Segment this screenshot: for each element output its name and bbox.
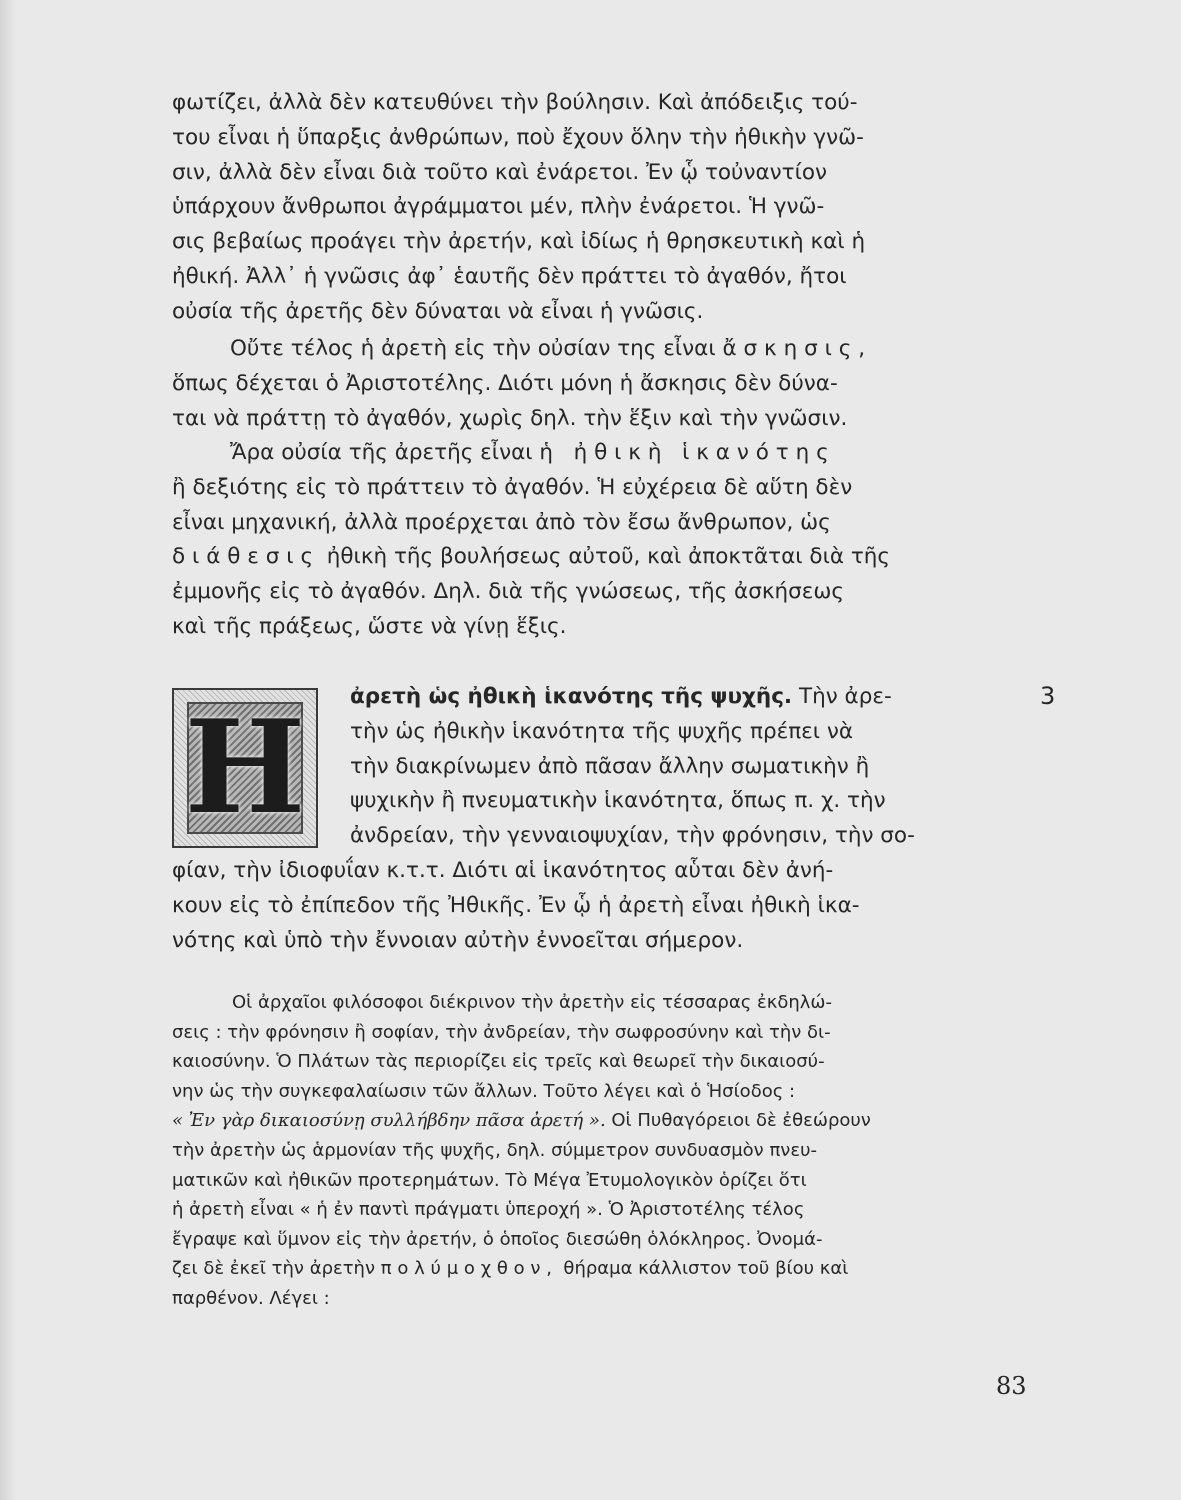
text-line: κουν εἰς τὸ ἐπίπεδον τῆς Ἠθικῆς. Ἐν ᾧ ἡ ἀρετὴ εἶναι ἠθικὴ ἱκα- bbox=[172, 892, 860, 918]
footnote-line: Οἱ ἀρχαῖοι φιλόσοφοι διέκρινον τὴν ἀρετὴν εἰς τέσσαρας ἐκδηλώ- bbox=[232, 992, 832, 1013]
text-line: σις βεβαίως προάγει τὴν ἀρετήν, καὶ ἰδίως ἡ θρησκευτικὴ καὶ ἡ bbox=[172, 229, 866, 255]
text-line bbox=[172, 436, 1024, 471]
text-line: εἶναι μηχανική, ἀλλὰ προέρχεται ἀπὸ τὸν ἔσω ἄνθρωπον, ὡς bbox=[172, 509, 831, 535]
footnote-line: νην ὡς τὴν συγκεφαλαίωσιν τῶν ἄλλων. Τοῦτο λέγει καὶ ὁ Ἡσίοδος : bbox=[172, 1080, 796, 1102]
text-line: ἀνδρείαν, τὴν γενναιοψυχίαν, τὴν φρόνησιν, τὴν σο- bbox=[350, 823, 915, 849]
section-text bbox=[172, 680, 1024, 958]
text-line: οὐσία τῆς ἀρετῆς δὲν δύναται νὰ εἶναι ἡ γνῶσις. bbox=[172, 298, 704, 324]
footnote-line: καιοσύνην. Ὁ Πλάτων τὰς περιορίζει εἰς τρεῖς καὶ θεωρεῖ τὴν δικαιοσύ- bbox=[172, 1051, 825, 1073]
footnote-line bbox=[172, 1254, 1024, 1284]
text-run: Τὴν ἀρε- bbox=[792, 684, 892, 709]
text-line: φίαν, τὴν ἰδιοφυΐαν κ.τ.τ. Διότι αἱ ἱκανότητος αὗται δὲν ἀνή- bbox=[172, 857, 834, 883]
text-line: ἠθική. Ἀλλ᾽ ἡ γνῶσις ἀφ᾽ ἑαυτῆς δὲν πράττει τὸ ἀγαθόν, ἤτοι bbox=[172, 263, 847, 289]
text-line: ἐμμονῆς εἰς τὸ ἀγαθόν. Δηλ. διὰ τῆς γνώσεως, τῆς ἀσκήσεως bbox=[172, 579, 845, 605]
text-line: ται νὰ πράττῃ τὸ ἀγαθόν, χωρὶς δηλ. τὴν ἕξιν καὶ τὴν γνῶσιν. bbox=[172, 405, 848, 431]
text-line: ὑπάρχουν ἄνθρωποι ἀγράμματοι μέν, πλὴν ἐνάρετοι. Ἡ γνῶ- bbox=[172, 194, 825, 220]
paragraph-1 bbox=[172, 86, 1024, 330]
page-binding-shadow bbox=[0, 0, 16, 1500]
text-line bbox=[172, 540, 1024, 575]
hesiod-quote: « Ἐν γὰρ δικαιοσύνῃ συλλήβδην πᾶσα ἀρετή ». bbox=[172, 1110, 606, 1132]
footnote-line bbox=[172, 1106, 1024, 1136]
footnote-line: σεις : τὴν φρόνησιν ἢ σοφίαν, τὴν ἀνδρείαν, τὴν σωφροσύνην καὶ τὴν δι- bbox=[172, 1021, 831, 1043]
text-line: νότης καὶ ὑπὸ τὴν ἔννοιαν αὐτὴν ἐννοεῖται σήμερον. bbox=[172, 927, 744, 953]
text-run: ζει δὲ ἐκεῖ τὴν ἀρετὴν bbox=[172, 1258, 381, 1280]
text-line: καὶ τῆς πράξεως, ὥστε νὰ γίνῃ ἕξις. bbox=[172, 613, 567, 639]
text-line: φωτίζει, ἀλλὰ δὲν κατευθύνει τὴν βούλησιν. Καὶ ἀπόδειξις τού- bbox=[172, 90, 858, 115]
spaced-emphasis: ἡ ἠθικὴ ἱκανότης bbox=[539, 440, 836, 465]
text-line: τὴν ὡς ἠθικὴν ἱκανότητα τῆς ψυχῆς πρέπει νὰ bbox=[350, 718, 854, 744]
paragraph-3 bbox=[172, 436, 1024, 645]
spaced-emphasis: πολύμοχθον, bbox=[380, 1258, 558, 1280]
text-run: Οὔτε τέλος ἡ ἀρετὴ εἰς τὴν οὐσίαν της εἶναι bbox=[230, 336, 723, 361]
initial-letter: Η bbox=[184, 693, 306, 843]
section-heading: ἀρετὴ ὡς ἠθικὴ ἱκανότης τῆς ψυχῆς. bbox=[350, 684, 793, 709]
text-line: ὅπως δέχεται ὁ Ἀριστοτέλης. Διότι μόνη ἡ ἄσκησις δὲν δύνα- bbox=[172, 370, 838, 396]
footnote-line: ἔγραψε καὶ ὕμνον εἰς τὴν ἀρετήν, ὁ ὁποῖος διεσώθη ὁλόκληρος. Ὀνομά- bbox=[172, 1228, 823, 1250]
paragraph-2 bbox=[172, 332, 1024, 436]
text-line bbox=[172, 332, 1024, 367]
page-number: 83 bbox=[996, 1372, 1027, 1400]
footnote-line: τὴν ἀρετὴν ὡς ἁρμονίαν τῆς ψυχῆς, δηλ. σύμμετρον συνδυασμὸν πνευ- bbox=[172, 1139, 817, 1161]
spaced-emphasis: ἄσκησις, bbox=[722, 336, 872, 361]
text-line: ἢ δεξιότης εἰς τὸ πράττειν τὸ ἀγαθόν. Ἡ εὐχέρεια δὲ αὕτη δὲν bbox=[172, 474, 853, 500]
text-run: ἠθικὴ τῆς βουλήσεως αὐτοῦ, καὶ ἀποκτᾶται διὰ τῆς bbox=[319, 544, 891, 570]
text-run: θήραμα κάλλιστον τοῦ βίου καὶ bbox=[557, 1258, 849, 1280]
spaced-emphasis: διάθεσις bbox=[172, 544, 320, 570]
margin-section-number: 3 bbox=[1040, 682, 1056, 710]
footnote-line: ἡ ἀρετὴ εἶναι « ἡ ἐν παντὶ πράγματι ὑπεροχή ». Ὁ Ἀριστοτέλης τέλος bbox=[172, 1199, 805, 1221]
footnote-block bbox=[172, 988, 1024, 1314]
text-run: Ἄρα οὐσία τῆς ἀρετῆς εἶναι bbox=[230, 440, 540, 465]
text-line: ψυχικὴν ἢ πνευματικὴν ἱκανότητα, ὅπως π. χ. τὴν bbox=[350, 788, 886, 814]
text-line bbox=[172, 680, 1024, 715]
text-line: του εἶναι ἡ ὕπαρξις ἀνθρώπων, ποὺ ἔχουν ὅλην τὴν ἠθικὴν γνῶ- bbox=[172, 124, 864, 150]
text-line: σιν, ἀλλὰ δὲν εἶναι διὰ τοῦτο καὶ ἐνάρετοι. Ἐν ᾧ τοὐναντίον bbox=[172, 159, 828, 185]
text-run: Οἱ Πυθαγόρειοι δὲ ἐθεώρουν bbox=[605, 1110, 871, 1132]
footnote-line: ματικῶν καὶ ἠθικῶν προτερημάτων. Τὸ Μέγα Ἐτυμολογικὸν ὁρίζει ὅτι bbox=[172, 1169, 807, 1191]
text-line: τὴν διακρίνωμεν ἀπὸ πᾶσαν ἄλλην σωματικὴν ἢ bbox=[350, 753, 870, 779]
footnote-line: παρθένον. Λέγει : bbox=[172, 1287, 330, 1309]
